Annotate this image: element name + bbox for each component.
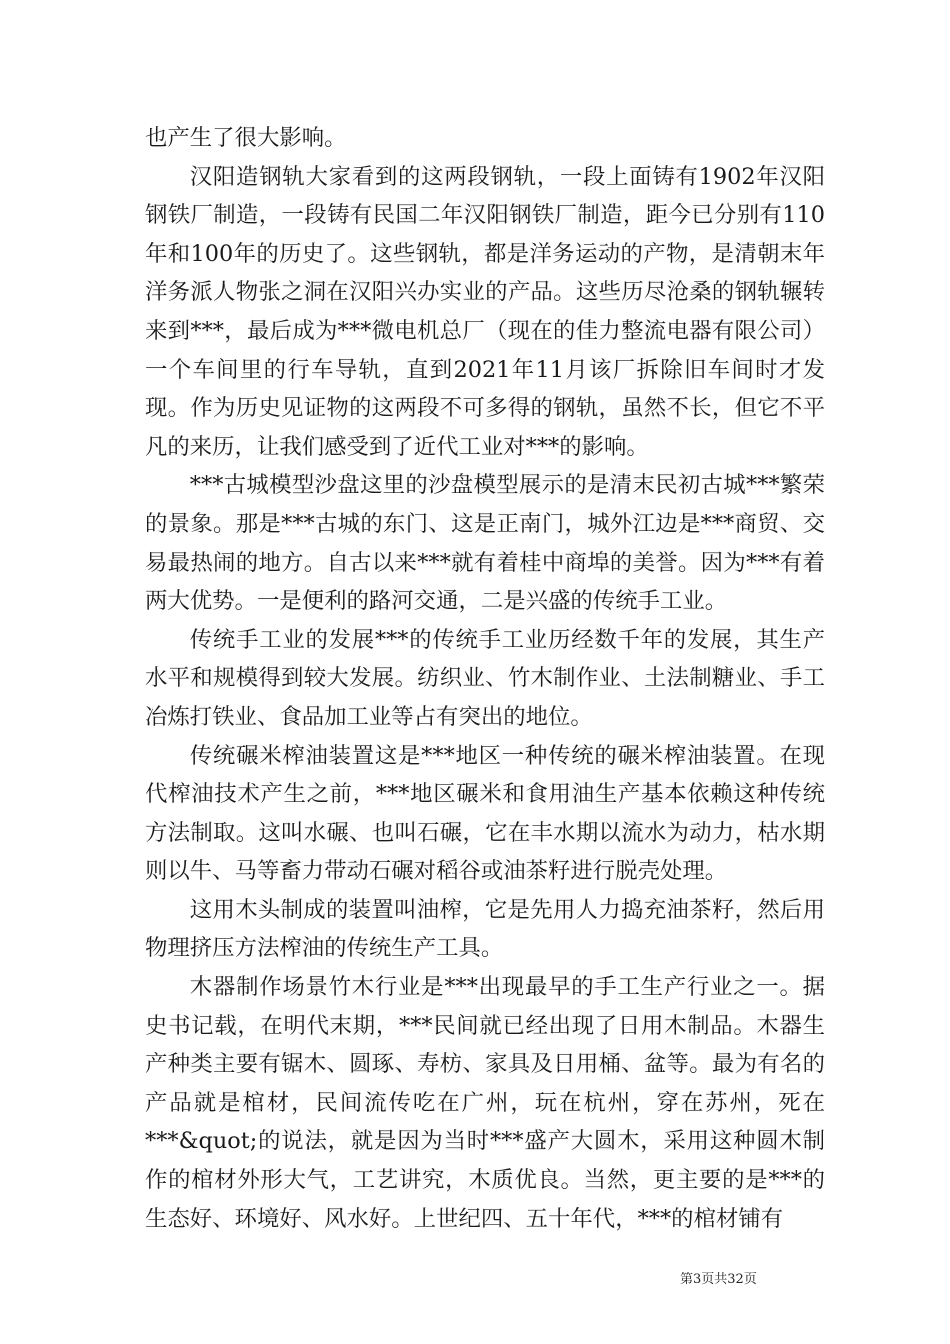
paragraph-4: 传统手工业的发展***的传统手工业历经数千年的发展，其生产水平和规模得到较大发展。纺织业、竹木制作业、土法制糖业、手工冶炼打铁业、食品加工业等占有突出的地位。 [145,626,825,730]
paragraph-3: ***古城模型沙盘这里的沙盘模型展示的是清末民初古城***繁荣的景象。那是***古城的东门、这是正南门，城外江边是***商贸、交易最热闹的地方。自古以来***就有着桂中商埠的美誉。因为***有着两大优势。一是便利的路河交通，二是兴盛的传统手工业。 [145,472,825,615]
document-body [145,119,825,1238]
paragraph-5: 传统碾米榨油装置这是***地区一种传统的碾米榨油装置。在现代榨油技术产生之前，***地区碾米和食用油生产基本依赖这种传统方法制取。这叫水碾、也叫石碾，它在丰水期以流水为动力，枯水期则以牛、马等畜力带动石碾对稻谷或油茶籽进行脱壳处理。 [145,742,825,885]
paragraph-2: 汉阳造钢轨大家看到的这两段钢轨，一段上面铸有1902年汉阳钢铁厂制造，一段铸有民国二年汉阳钢铁厂制造，距今已分别有110年和100年的历史了。这些钢轨，都是洋务运动的产物，是清朝末年洋务派人物张之洞在汉阳兴办实业的产品。这些历尽沧桑的钢轨辗转来到***，最后成为***微电机总厂（现在的佳力整流电器有限公司）一个车间里的行车导轨，直到2021年11月该厂拆除旧车间时才发现。作为历史见证物的这两段不可多得的钢轨，虽然不长，但它不平凡的来历，让我们感受到了近代工业对***的影响。 [145,163,825,460]
page-number: 第3页共32页 [680,1272,757,1287]
paragraph-1: 也产生了很大影响。 [145,125,347,151]
paragraph-6: 这用木头制成的装置叫油榨，它是先用人力捣充油茶籽，然后用物理挤压方法榨油的传统生产工具。 [145,896,825,962]
paragraph-7: 木器制作场景竹木行业是***出现最早的手工生产行业之一。据史书记载，在明代末期，***民间就已经出现了日用木制品。木器生产种类主要有锯木、圆琢、寿枋、家具及日用桶、盆等。最为有名的产品就是棺材，民间流传吃在广州，玩在杭州，穿在苏州，死在***&quot;的说法，就是因为当时***盛产大圆木，采用这种圆木制作的棺材外形大气，工艺讲究，木质优良。当然，更主要的是***的生态好、环境好、风水好。上世纪四、五十年代，***的棺材铺有 [145,974,825,1232]
